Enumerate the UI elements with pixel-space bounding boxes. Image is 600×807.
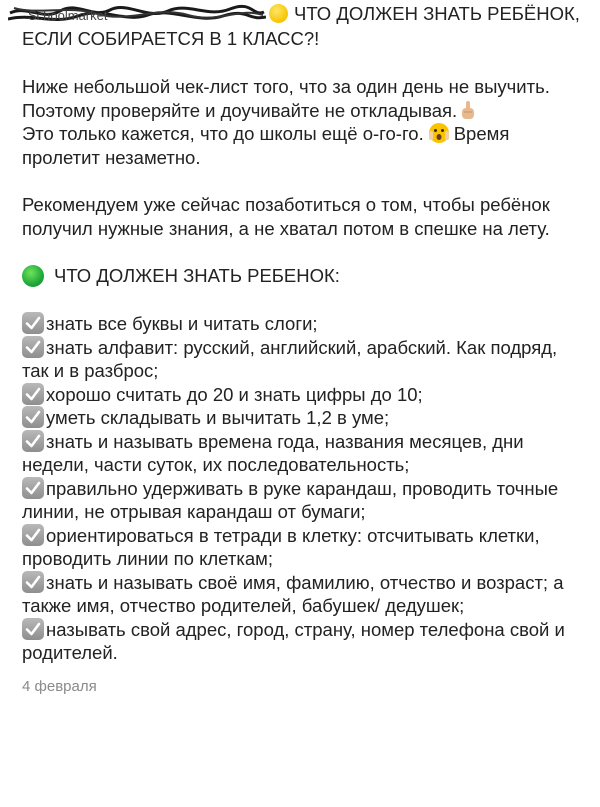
list-item: правильно удерживать в руке карандаш, проводить точные линии, не отрывая карандаш от бумаги; (22, 477, 559, 522)
list-item: ориентироваться в тетради в клетку: отсчитывать клетки, проводить линии по клеткам; (22, 524, 540, 569)
checklist (22, 312, 582, 665)
post-header (22, 2, 582, 25)
list-item: называть свой адрес, город, страну, номер телефона свой и родителей. (22, 618, 565, 663)
list-item: знать алфавит: русский, английский, арабский. Как подряд, так и в разброс; (22, 336, 558, 381)
header-title (269, 2, 580, 26)
list-item: уметь складывать и вычитать 1,2 в уме; (22, 406, 582, 430)
check-box-icon (22, 406, 44, 428)
post-subtitle: ЕСЛИ СОБИРАЕТСЯ В 1 КЛАСС?! (22, 28, 320, 49)
intro-paragraph-2 (22, 122, 582, 169)
post (22, 0, 582, 697)
pointing-hand-icon (459, 100, 477, 120)
check-box-icon (22, 430, 44, 452)
yellow-circle-icon (269, 4, 288, 23)
intro-paragraph-3: Рекомендуем уже сейчас позаботиться о том, чтобы ребёнок получил нужные знания, а не хватал потом в спешке на лету. (22, 194, 550, 239)
list-item: знать все буквы и читать слоги; (22, 312, 582, 336)
check-box-icon (22, 312, 44, 334)
intro-text-1: Ниже небольшой чек-лист того, что за один день не выучить. Поэтому проверяйте и доучивайте не откладывая. (22, 76, 550, 121)
section-title (22, 264, 582, 288)
intro-paragraph-1 (22, 75, 582, 122)
intro-text-2a: Это только кажется, что до школы ещё о-го-го. (22, 123, 424, 144)
check-box-icon (22, 336, 44, 358)
section-title-text: ЧТО ДОЛЖЕН ЗНАТЬ РЕБЕНОК: (54, 265, 340, 287)
check-box-icon (22, 618, 44, 640)
author-name: Schoolmarket (28, 8, 108, 23)
header-text: ЧТО ДОЛЖЕН ЗНАТЬ РЕБЁНОК, (294, 3, 580, 24)
check-box-icon (22, 383, 44, 405)
green-circle-icon (22, 265, 44, 287)
check-box-icon (22, 571, 44, 593)
check-box-icon (22, 524, 44, 546)
list-item: знать и называть своё имя, фамилию, отчество и возраст; а также имя, отчество родителей, бабушек/ дедушек; (22, 571, 564, 616)
check-box-icon (22, 477, 44, 499)
post-date[interactable]: 4 февраля (22, 677, 97, 695)
list-item: знать и называть времена года, названия месяцев, дни недели, части суток, их последовательность; (22, 430, 524, 475)
redacted-author-scribble (8, 3, 266, 27)
list-item: хорошо считать до 20 и знать цифры до 10; (22, 383, 582, 407)
intro-text-2b: Время пролетит незаметно. (22, 123, 510, 168)
shocked-face-icon (428, 122, 450, 144)
